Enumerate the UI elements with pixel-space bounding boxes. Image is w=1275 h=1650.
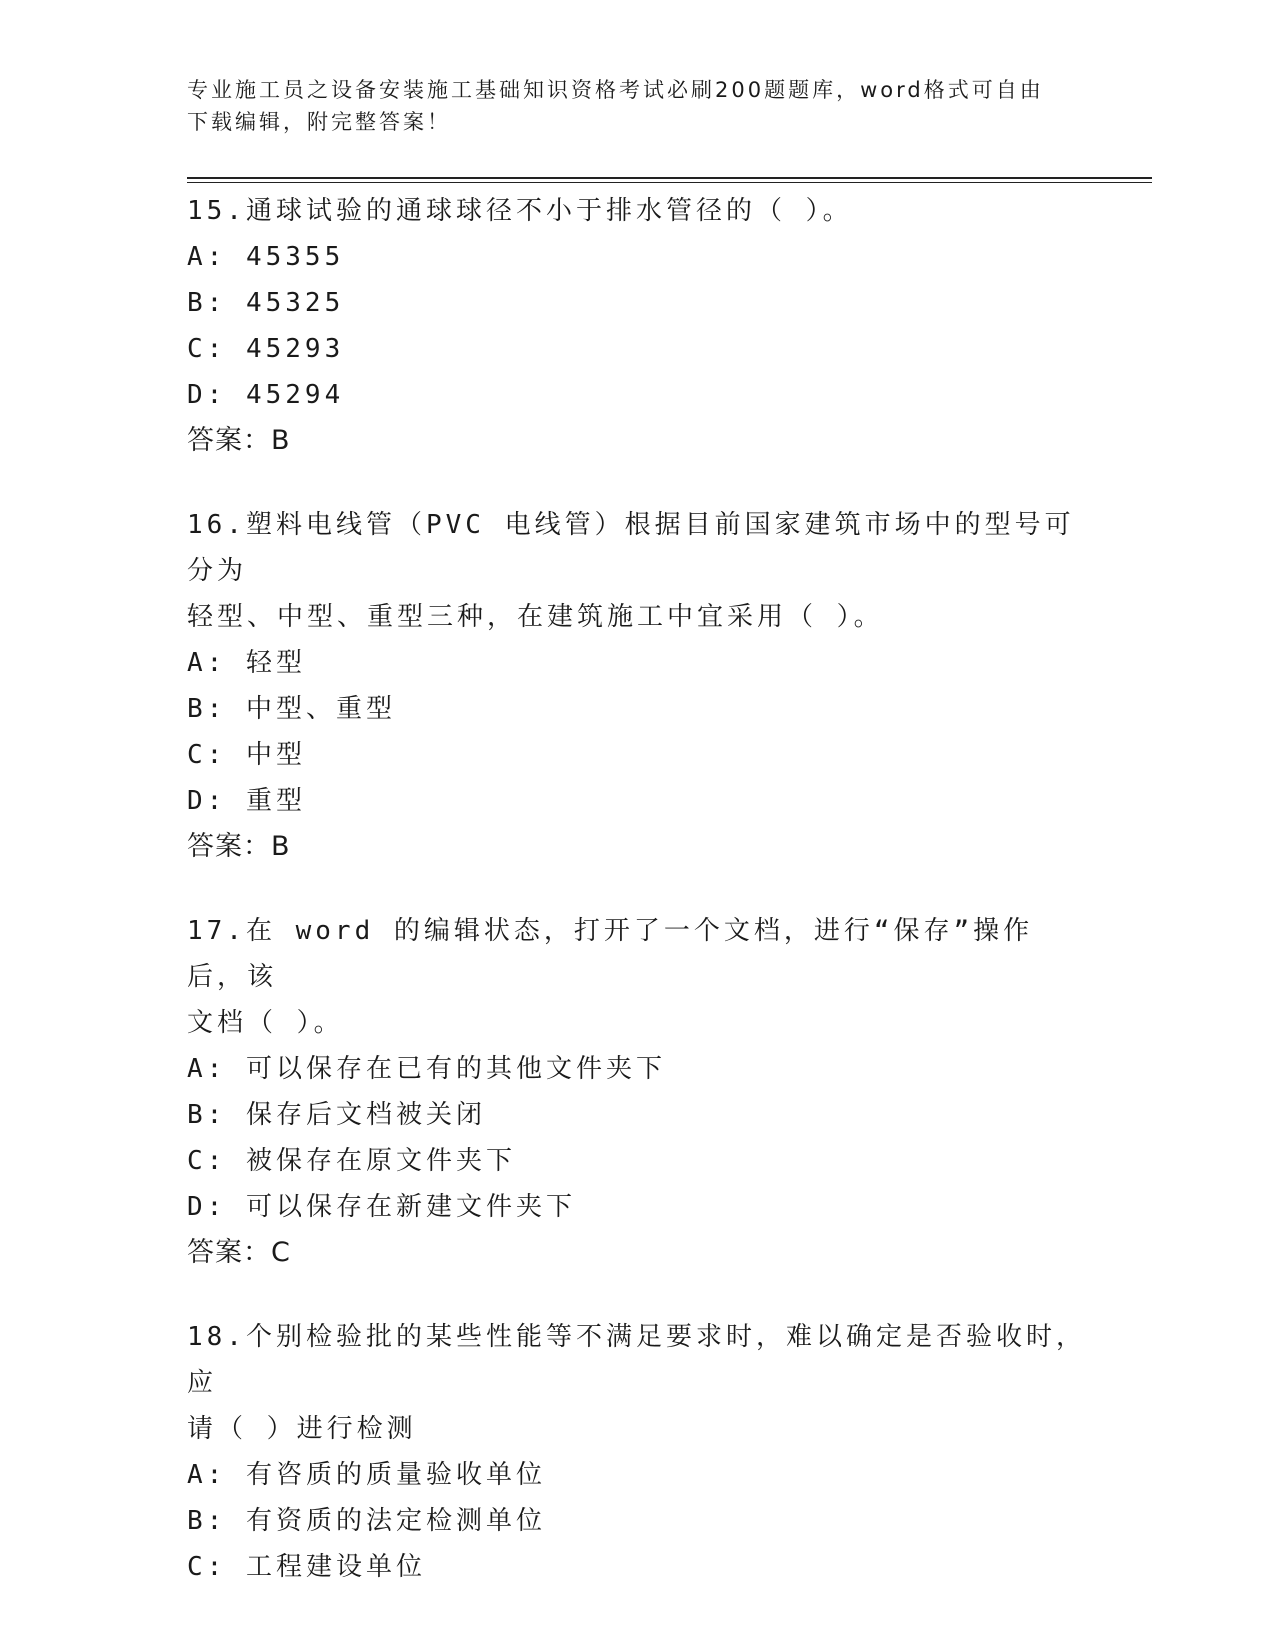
option-c: C: 45293 xyxy=(187,334,345,364)
header-line-2: 下载编辑，附完整答案！ xyxy=(187,110,451,134)
question-16 xyxy=(187,502,1087,870)
answer-line: 答案：B xyxy=(187,425,291,456)
answer-line: 答案：B xyxy=(187,831,291,862)
question-text-continued: 请（ ）进行检测 xyxy=(187,1414,417,1444)
option-a: A: 有咨质的质量验收单位 xyxy=(187,1460,546,1490)
question-list xyxy=(187,188,1087,1628)
header-line-1: 专业施工员之设备安装施工基础知识资格考试必刷200题题库，word格式可自由 xyxy=(187,78,1044,102)
option-b: B: 有资质的法定检测单位 xyxy=(187,1506,546,1536)
question-text-continued: 轻型、中型、重型三种，在建筑施工中宜采用（ ）。 xyxy=(187,602,884,632)
question-text: 15.通球试验的通球球径不小于排水管径的（ ）。 xyxy=(187,196,853,226)
option-b: B: 保存后文档被关闭 xyxy=(187,1100,486,1130)
option-c: C: 被保存在原文件夹下 xyxy=(187,1146,516,1176)
option-a: A: 45355 xyxy=(187,242,345,272)
header-divider-thin xyxy=(187,182,1152,183)
question-text-continued: 文档（ ）。 xyxy=(187,1008,344,1038)
question-15 xyxy=(187,188,1087,464)
option-d: D: 45294 xyxy=(187,380,345,410)
option-d: D: 可以保存在新建文件夹下 xyxy=(187,1192,576,1222)
option-b: B: 中型、重型 xyxy=(187,694,396,724)
option-d: D: 重型 xyxy=(187,786,306,816)
option-c: C: 中型 xyxy=(187,740,306,770)
answer-line: 答案：C xyxy=(187,1237,291,1268)
question-17 xyxy=(187,908,1087,1276)
option-a: A: 可以保存在已有的其他文件夹下 xyxy=(187,1054,666,1084)
question-text: 18.个别检验批的某些性能等不满足要求时，难以确定是否验收时，应 xyxy=(187,1322,1086,1398)
option-c: C: 工程建设单位 xyxy=(187,1552,426,1582)
question-18 xyxy=(187,1314,1087,1590)
option-a: A: 轻型 xyxy=(187,648,306,678)
question-text: 17.在 word 的编辑状态，打开了一个文档，进行“保存”操作后，该 xyxy=(187,916,1034,992)
document-header xyxy=(187,74,1067,138)
option-b: B: 45325 xyxy=(187,288,345,318)
question-text: 16.塑料电线管（PVC 电线管）根据目前国家建筑市场中的型号可分为 xyxy=(187,510,1075,586)
header-divider-thick xyxy=(187,177,1152,179)
